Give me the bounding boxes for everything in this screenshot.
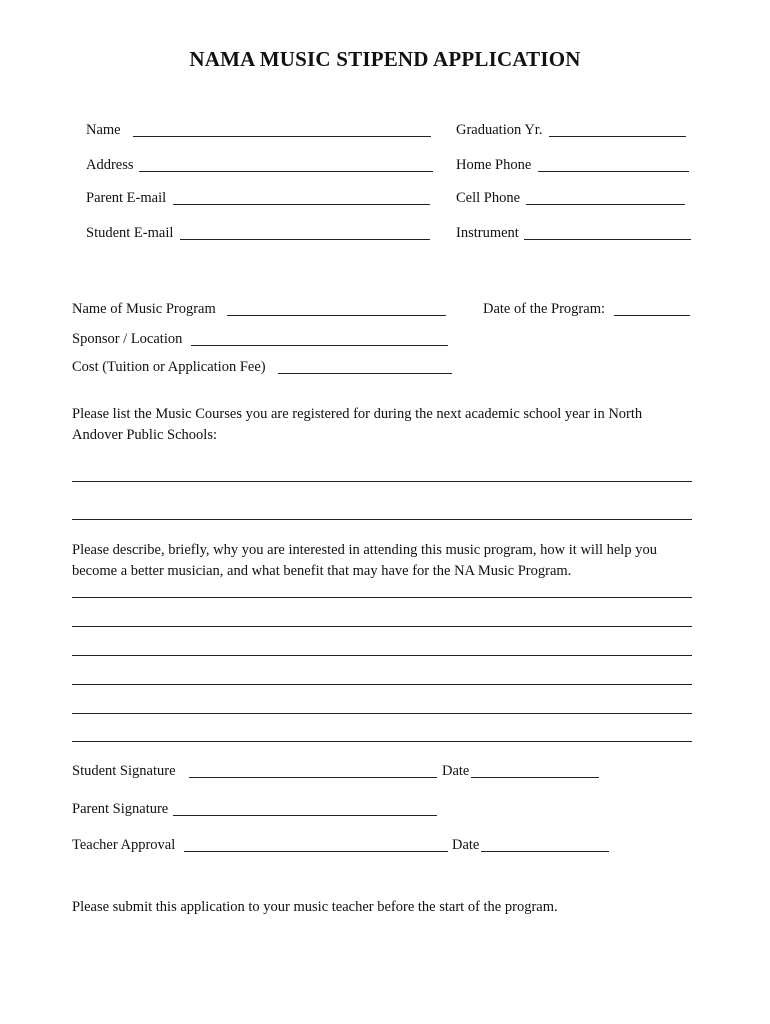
cell-phone-field[interactable] [526,204,685,205]
sponsor-location-field[interactable] [191,345,448,346]
courses-answer-line[interactable] [72,519,692,520]
student-signature-field[interactable] [189,777,437,778]
student-date-label: Date [442,763,470,779]
home-phone-label: Home Phone [456,157,532,173]
program-name-field[interactable] [227,315,446,316]
interest-answer-line[interactable] [72,597,692,598]
program-date-field[interactable] [614,315,690,316]
name-field[interactable] [133,136,431,137]
courses-answer-line[interactable] [72,481,692,482]
graduation-year-label: Graduation Yr. [456,122,543,138]
address-label: Address [86,157,134,173]
graduation-year-field[interactable] [549,136,686,137]
cell-phone-label: Cell Phone [456,190,521,206]
student-email-label: Student E-mail [86,225,174,241]
cost-field[interactable] [278,373,452,374]
student-signature-label: Student Signature [72,763,176,779]
parent-email-label: Parent E-mail [86,190,167,206]
address-field[interactable] [139,171,433,172]
student-date-field[interactable] [471,777,599,778]
name-label: Name [86,122,121,138]
instrument-field[interactable] [524,239,691,240]
interest-answer-line[interactable] [72,684,692,685]
interest-answer-line[interactable] [72,713,692,714]
parent-email-field[interactable] [173,204,430,205]
interest-answer-line[interactable] [72,655,692,656]
cost-label: Cost (Tuition or Application Fee) [72,359,266,375]
teacher-date-field[interactable] [481,851,609,852]
submission-note: Please submit this application to your music teacher before the start of the program. [72,899,558,915]
parent-signature-field[interactable] [173,815,437,816]
parent-signature-label: Parent Signature [72,801,169,817]
home-phone-field[interactable] [538,171,689,172]
teacher-date-label: Date [452,837,480,853]
interest-answer-line[interactable] [72,626,692,627]
program-date-label: Date of the Program: [483,301,606,317]
courses-prompt: Please list the Music Courses you are registered for during the next academic school year in North Andover Public Schools: [72,406,643,443]
sponsor-location-label: Sponsor / Location [72,331,183,347]
instrument-label: Instrument [456,225,519,241]
teacher-approval-label: Teacher Approval [72,837,176,853]
teacher-approval-field[interactable] [184,851,448,852]
form-title: NAMA MUSIC STIPEND APPLICATION [189,47,581,71]
student-email-field[interactable] [180,239,430,240]
program-name-label: Name of Music Program [72,301,216,317]
interest-prompt: Please describe, briefly, why you are interested in attending this music program, how it will help you become a better musician, and what benefit that may have for the NA Music Program. [72,542,657,579]
interest-answer-line[interactable] [72,741,692,742]
